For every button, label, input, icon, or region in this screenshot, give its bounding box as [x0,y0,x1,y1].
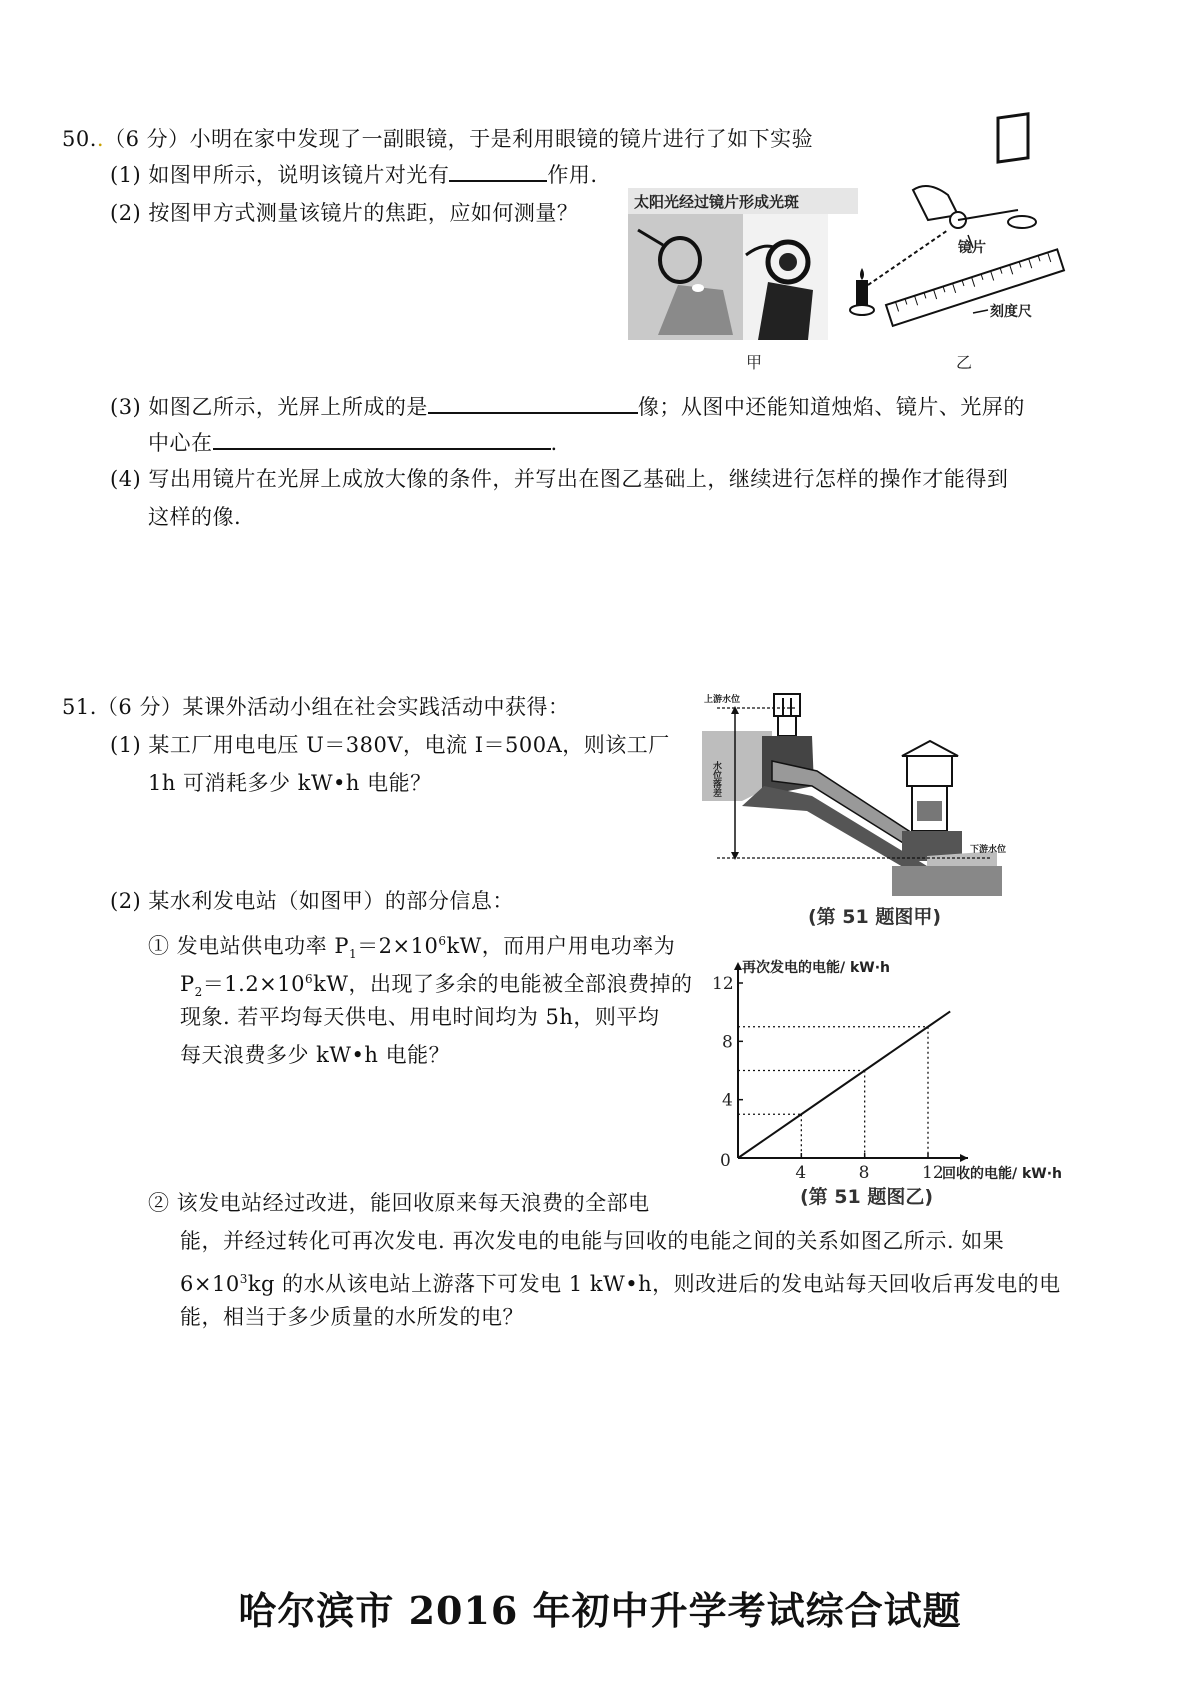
y-axis-label: 再次发电的电能/ kW·h [742,960,891,976]
q51-part2: (2) 某水利发电站（如图甲）的部分信息： [110,889,514,913]
q50-part1-suffix: 作用. [547,163,598,187]
q50-part3-line2: 中心在 . [148,426,558,458]
hydro-figure-svg [702,686,1022,926]
origin-label: 0 [720,1151,731,1171]
x-axis-arrow [960,1154,968,1162]
q51-c1-line1: ① 发电站供电功率 $P_1=2\times 10^6kW$，而用户用电功率为 [148,934,676,962]
q51-c2-line1: ② 该发电站经过改进，能回收原来每天浪费的全部电 [148,1191,650,1215]
q50-figure-svg [628,160,1058,375]
q51-c2-line4: 能，相当于多少质量的水所发的电？ [180,1305,524,1329]
light-spot [692,284,704,292]
q51-header-text: （6 分）某课外活动小组在社会实践活动中获得： [96,695,570,719]
x-tick-label: 4 [795,1163,807,1183]
candle-icon [856,280,868,308]
exam-title: 哈尔滨市 2016 年初中升学考试综合试题 [238,1588,962,1633]
q50-number: 50. [62,127,97,151]
photo-banner-text: 太阳光经过镜片形成光斑 [634,193,800,211]
ruler-icon [886,249,1064,326]
label-yi: 乙 [956,353,973,372]
x-tick-label: 8 [858,1163,870,1183]
q51-c1-line3: 现象. 若平均每天供电、用电时间均为 5h，则平均 [180,1005,660,1029]
y-tick-label: 4 [722,1090,733,1111]
x-tick-label: 12 [922,1163,944,1183]
q50-figure [628,160,1058,375]
hydro-caption: (第 51 题图甲) [808,906,942,928]
label-lower-water: 下游水位 [970,845,1007,855]
q50-part2: (2) 按图甲方式测量该镜片的焦距，应如何测量？ [110,201,579,225]
label-water-drop [711,760,723,797]
q51-c2-line3: $6\times 10^3kg$ 的水从该电站上游落下可发电 1 kW•h，则改进后的发电站每天回收后再发电的电 [180,1272,1061,1296]
q51-c1-line4: 每天浪费多少 kW•h 电能？ [180,1043,451,1067]
q50-header: 50..（6 分）小明在家中发现了一副眼镜，于是利用眼镜的镜片进行了如下实验 [62,127,814,151]
q50-part1-blank[interactable] [449,158,547,182]
energy-chart-svg [702,950,1063,1190]
generator [917,801,942,821]
q50-part3-blank1[interactable] [428,390,638,414]
q50-part3-line1 [110,390,1025,422]
q51-header [62,692,569,722]
label-upper-water: 上游水位 [704,695,741,705]
hydro-figure [702,686,1022,926]
power-house [907,756,952,786]
energy-chart [702,950,1063,1190]
y-tick-label: 8 [722,1032,733,1053]
q51-c1-line2: $P_2=1.2\times 10^6kW$，出现了多余的电能被全部浪费掉的 [180,972,693,1000]
q51-number: 51. [62,695,97,719]
label-jia: 甲 [746,353,763,372]
chart-caption: (第 51 题图乙) [800,1186,934,1208]
q51-c2-line2: 能，并经过转化可再次发电. 再次发电的电能与回收的电能之间的关系如图乙所示. 如果 [180,1229,1005,1253]
label-lens: 镜片 [958,240,986,256]
q50-part3-suffix: 像；从图中还能知道烛焰、镜片、光屏的 [637,395,1025,419]
q50-part3-prefix: (3) 如图乙所示，光屏上所成的是 [110,395,428,419]
x-axis-label: 回收的电能/ kW·h [942,1166,1063,1182]
q51-part1-line2: 1h 可消耗多少 kW•h 电能？ [148,771,432,795]
q50-part1-prefix: (1) 如图甲所示，说明该镜片对光有 [110,163,450,187]
y-axis-arrow [734,962,742,970]
q50-header-text: （6 分）小明在家中发现了一副眼镜，于是利用眼镜的镜片进行了如下实验 [104,127,814,151]
screen-icon [998,114,1028,162]
series-line-extension [928,1011,950,1026]
label-ruler: 刻度尺 [990,304,1032,320]
svg-text:水位落差: 水位落差 [711,761,721,797]
y-tick-label: 12 [712,974,734,994]
q50-part3-line2-prefix: 中心在 [148,431,213,455]
q50-part1 [110,158,598,190]
q51-part1-line1: (1) 某工厂用电电压 U＝380V，电流 I＝500A，则该工厂 [110,733,670,757]
q50-part4-line1: (4) 写出用镜片在光屏上成放大像的条件，并写出在图乙基础上，继续进行怎样的操作才能得到 [110,467,1009,491]
series-line [738,1027,928,1158]
intake-tower [774,694,800,716]
q50-part3-blank2[interactable] [213,426,551,450]
q50-part4-line2: 这样的像. [148,505,242,529]
